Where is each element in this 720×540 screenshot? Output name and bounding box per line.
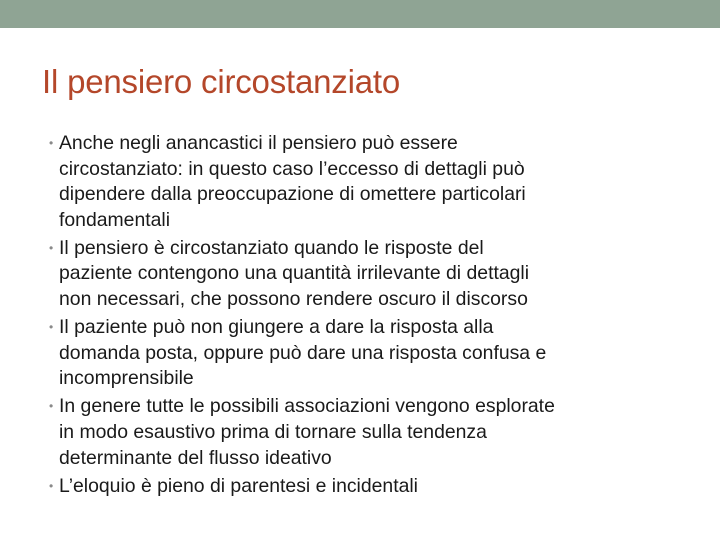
bullet-line: Il pensiero è circostanziato quando le risposte del bbox=[59, 236, 484, 259]
bullet-line: paziente contengono una quantità irrilevante di dettagli bbox=[59, 262, 530, 285]
bullet-line: L’eloquio è pieno di parentesi e incidentali bbox=[59, 474, 418, 497]
bullet-marker-icon: • bbox=[49, 320, 54, 335]
bullet-item bbox=[49, 394, 689, 471]
bullet-item bbox=[49, 315, 689, 392]
bullet-marker-icon: • bbox=[49, 478, 54, 493]
bullet-line: in modo esaustivo prima di tornare sulla tendenza bbox=[59, 421, 487, 444]
bullet-item bbox=[49, 474, 689, 500]
bullet-line: determinante del flusso ideativo bbox=[59, 446, 332, 469]
bullet-line: dipendere dalla preoccupazione di omettere particolari bbox=[59, 183, 526, 206]
bullet-item bbox=[49, 236, 689, 313]
bullet-marker-icon: • bbox=[49, 399, 54, 414]
bullet-line: In genere tutte le possibili associazioni vengono esplorate bbox=[59, 395, 555, 418]
top-accent-bar bbox=[0, 0, 720, 28]
bullet-line: Il paziente può non giungere a dare la risposta alla bbox=[59, 316, 494, 339]
bullet-line: domanda posta, oppure può dare una risposta confusa e bbox=[59, 341, 547, 364]
bullet-line: non necessari, che possono rendere oscuro il discorso bbox=[59, 288, 528, 311]
bullet-line: fondamentali bbox=[59, 208, 171, 231]
slide-title: Il pensiero circostanziato bbox=[42, 63, 400, 100]
bullet-line: circostanziato: in questo caso l’eccesso di dettagli può bbox=[59, 157, 525, 180]
bullet-marker-icon: • bbox=[49, 136, 54, 150]
bullet-item bbox=[49, 131, 689, 233]
bullet-line: Anche negli anancastici il pensiero può essere bbox=[59, 132, 458, 154]
bullet-list bbox=[49, 131, 689, 502]
bullet-line: incomprensibile bbox=[59, 367, 194, 390]
bullet-marker-icon: • bbox=[49, 240, 54, 255]
